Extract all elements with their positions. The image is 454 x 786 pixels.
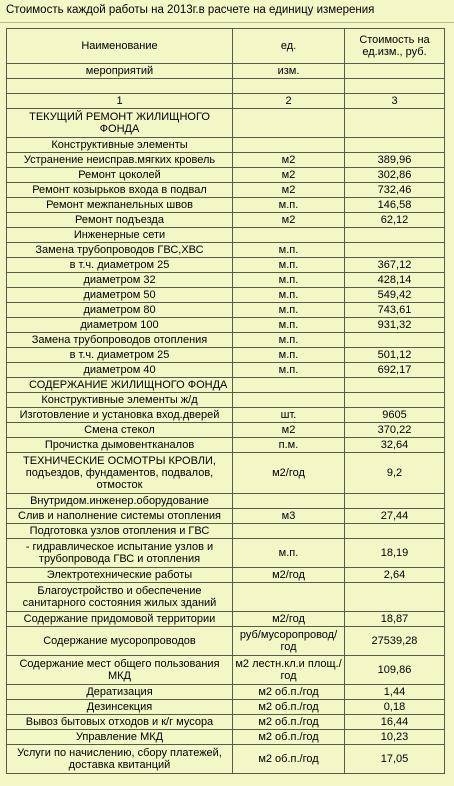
table-row: [7, 378, 445, 393]
row-unit: м.п.: [233, 363, 345, 378]
row-unit: м.п.: [233, 198, 345, 213]
row-cost: 732,46: [345, 183, 445, 198]
row-cost: [345, 109, 445, 138]
row-name: СОДЕРЖАНИЕ ЖИЛИЩНОГО ФОНДА: [7, 378, 233, 393]
row-unit: м.п.: [233, 539, 345, 568]
row-cost: [345, 583, 445, 612]
table-row: [7, 258, 445, 273]
row-unit: м2: [233, 168, 345, 183]
table-row: [7, 700, 445, 715]
row-name: ТЕКУЩИЙ РЕМОНТ ЖИЛИЩНОГО ФОНДА: [7, 109, 233, 138]
row-name: Смена стекол: [7, 423, 233, 438]
row-cost: 27539,28: [345, 627, 445, 656]
row-unit: [233, 524, 345, 539]
row-cost: 109,86: [345, 656, 445, 685]
row-cost: 16,44: [345, 715, 445, 730]
table-row: [7, 183, 445, 198]
table-row: [7, 453, 445, 494]
column-numbers-row: [7, 94, 445, 109]
table-row: [7, 303, 445, 318]
row-name: Конструктивные элементы ж/д: [7, 393, 233, 408]
table-row: [7, 494, 445, 509]
table-row: [7, 318, 445, 333]
row-name: Содержание мест общего пользования МКД: [7, 656, 233, 685]
row-name: Управление МКД: [7, 730, 233, 745]
row-unit: м2/год: [233, 568, 345, 583]
row-name: Конструктивные элементы: [7, 138, 233, 153]
row-cost: 389,96: [345, 153, 445, 168]
row-unit: м2: [233, 423, 345, 438]
row-name: Внутридом.инженер.оборудование: [7, 494, 233, 509]
table-row: [7, 333, 445, 348]
row-cost: 18,87: [345, 612, 445, 627]
row-cost: 549,42: [345, 288, 445, 303]
table-row: [7, 198, 445, 213]
table-row: [7, 363, 445, 378]
row-unit: м2 об.п./год: [233, 745, 345, 774]
row-cost: 428,14: [345, 273, 445, 288]
row-unit: [233, 378, 345, 393]
row-cost: 17,05: [345, 745, 445, 774]
row-name: диаметром 80: [7, 303, 233, 318]
row-name: в т.ч. диаметром 25: [7, 258, 233, 273]
row-cost: 692,17: [345, 363, 445, 378]
row-unit: м3: [233, 509, 345, 524]
row-unit: м.п.: [233, 333, 345, 348]
table-row: [7, 168, 445, 183]
table-row: [7, 423, 445, 438]
row-cost: 931,32: [345, 318, 445, 333]
table-row: [7, 393, 445, 408]
row-cost: [345, 243, 445, 258]
row-name: Устранение неисправ.мягких кровель: [7, 153, 233, 168]
header-row: [7, 29, 445, 64]
page-title: Стоимость каждой работы на 2013г.в расчете на единицу измерения: [6, 4, 375, 16]
row-name: Изготовление и установка вход.дверей: [7, 408, 233, 423]
row-unit: [233, 109, 345, 138]
header-cost-2: [345, 64, 445, 79]
row-unit: м2: [233, 183, 345, 198]
row-name: Ремонт цоколей: [7, 168, 233, 183]
row-name: диаметром 40: [7, 363, 233, 378]
table-row: [7, 539, 445, 568]
row-name: Содержание придомовой территории: [7, 612, 233, 627]
row-cost: 9605: [345, 408, 445, 423]
row-unit: м2 об.п./год: [233, 700, 345, 715]
row-cost: 367,12: [345, 258, 445, 273]
row-unit: [233, 494, 345, 509]
row-unit: м2 об.п./год: [233, 715, 345, 730]
table-row: [7, 509, 445, 524]
row-name: Замена трубопроводов ГВС,ХВС: [7, 243, 233, 258]
row-name: Ремонт подъезда: [7, 213, 233, 228]
table-row: [7, 627, 445, 656]
header-cost: Стоимость на ед.изм., руб.: [345, 29, 445, 64]
table-row: [7, 745, 445, 774]
title-bar: [0, 0, 454, 23]
row-cost: 62,12: [345, 213, 445, 228]
row-unit: м.п.: [233, 348, 345, 363]
row-unit: шт.: [233, 408, 345, 423]
row-unit: м2/год: [233, 453, 345, 494]
spacer-cell: [233, 79, 345, 94]
row-unit: м2 об.п./год: [233, 730, 345, 745]
row-unit: [233, 393, 345, 408]
spacer-cell: [345, 79, 445, 94]
row-name: Благоустройство и обеспечение санитарного состояния жилых зданий: [7, 583, 233, 612]
row-cost: 501,12: [345, 348, 445, 363]
spacer-cell: [7, 79, 233, 94]
row-cost: [345, 138, 445, 153]
row-unit: [233, 138, 345, 153]
row-name: диаметром 100: [7, 318, 233, 333]
row-unit: [233, 228, 345, 243]
row-name: диаметром 50: [7, 288, 233, 303]
spacer-row: [7, 79, 445, 94]
header-row-2: [7, 64, 445, 79]
table-row: [7, 408, 445, 423]
row-unit: м2 об.п./год: [233, 685, 345, 700]
row-cost: 0,18: [345, 700, 445, 715]
price-table: [6, 28, 445, 774]
row-name: Дезинсекция: [7, 700, 233, 715]
header-name-2: мероприятий: [7, 64, 233, 79]
row-cost: 743,61: [345, 303, 445, 318]
table-row: [7, 715, 445, 730]
row-name: Содержание мусоропроводов: [7, 627, 233, 656]
header-unit-2: изм.: [233, 64, 345, 79]
table-row: [7, 243, 445, 258]
row-name: Слив и наполнение системы отопления: [7, 509, 233, 524]
table-row: [7, 213, 445, 228]
table-row: [7, 273, 445, 288]
table-row: [7, 138, 445, 153]
row-cost: 146,58: [345, 198, 445, 213]
row-cost: [345, 393, 445, 408]
column-number: 2: [233, 94, 345, 109]
row-cost: [345, 494, 445, 509]
row-name: Подготовка узлов отопления и ГВС: [7, 524, 233, 539]
row-name: Дератизация: [7, 685, 233, 700]
column-number: 1: [7, 94, 233, 109]
table-row: [7, 524, 445, 539]
table-row: [7, 153, 445, 168]
row-unit: м2/год: [233, 612, 345, 627]
table-row: [7, 583, 445, 612]
row-cost: [345, 524, 445, 539]
row-cost: [345, 333, 445, 348]
row-unit: м2: [233, 153, 345, 168]
row-cost: 302,86: [345, 168, 445, 183]
row-unit: м.п.: [233, 273, 345, 288]
row-unit: п.м.: [233, 438, 345, 453]
row-name: Прочистка дымовентканалов: [7, 438, 233, 453]
row-name: Услуги по начислению, сбору платежей, доставка квитанций: [7, 745, 233, 774]
row-cost: 10,23: [345, 730, 445, 745]
row-name: Инженерные сети: [7, 228, 233, 243]
table-row: [7, 438, 445, 453]
row-unit: [233, 583, 345, 612]
row-name: Вывоз бытовых отходов и к/г мусора: [7, 715, 233, 730]
table-row: [7, 656, 445, 685]
row-cost: 2,64: [345, 568, 445, 583]
row-unit: м.п.: [233, 318, 345, 333]
row-name: Замена трубопроводов отопления: [7, 333, 233, 348]
row-unit: м.п.: [233, 288, 345, 303]
row-name: Электротехнические работы: [7, 568, 233, 583]
table-row: [7, 612, 445, 627]
table-row: [7, 109, 445, 138]
row-name: диаметром 32: [7, 273, 233, 288]
table-row: [7, 348, 445, 363]
row-name: Ремонт межпанельных швов: [7, 198, 233, 213]
row-cost: [345, 378, 445, 393]
row-name: - гидравлическое испытание узлов и трубопровода ГВС и отопления: [7, 539, 233, 568]
table-row: [7, 568, 445, 583]
row-cost: 27,44: [345, 509, 445, 524]
row-name: в т.ч. диаметром 25: [7, 348, 233, 363]
row-unit: м.п.: [233, 303, 345, 318]
row-unit: м.п.: [233, 243, 345, 258]
row-cost: [345, 228, 445, 243]
row-cost: 32,64: [345, 438, 445, 453]
header-unit: ед.: [233, 29, 345, 64]
table-row: [7, 685, 445, 700]
row-unit: м2 лестн.кл.и площ./год: [233, 656, 345, 685]
row-cost: 370,22: [345, 423, 445, 438]
row-unit: м2: [233, 213, 345, 228]
table-row: [7, 228, 445, 243]
row-name: Ремонт козырьков входа в подвал: [7, 183, 233, 198]
row-cost: 9,2: [345, 453, 445, 494]
row-cost: 1,44: [345, 685, 445, 700]
header-name: Наименование: [7, 29, 233, 64]
table-row: [7, 288, 445, 303]
row-unit: м.п.: [233, 258, 345, 273]
row-name: ТЕХНИЧЕСКИЕ ОСМОТРЫ КРОВЛИ, подъездов, фундаментов, подвалов, отмосток: [7, 453, 233, 494]
column-number: 3: [345, 94, 445, 109]
row-unit: руб/мусоропровод/год: [233, 627, 345, 656]
table-row: [7, 730, 445, 745]
row-cost: 18,19: [345, 539, 445, 568]
